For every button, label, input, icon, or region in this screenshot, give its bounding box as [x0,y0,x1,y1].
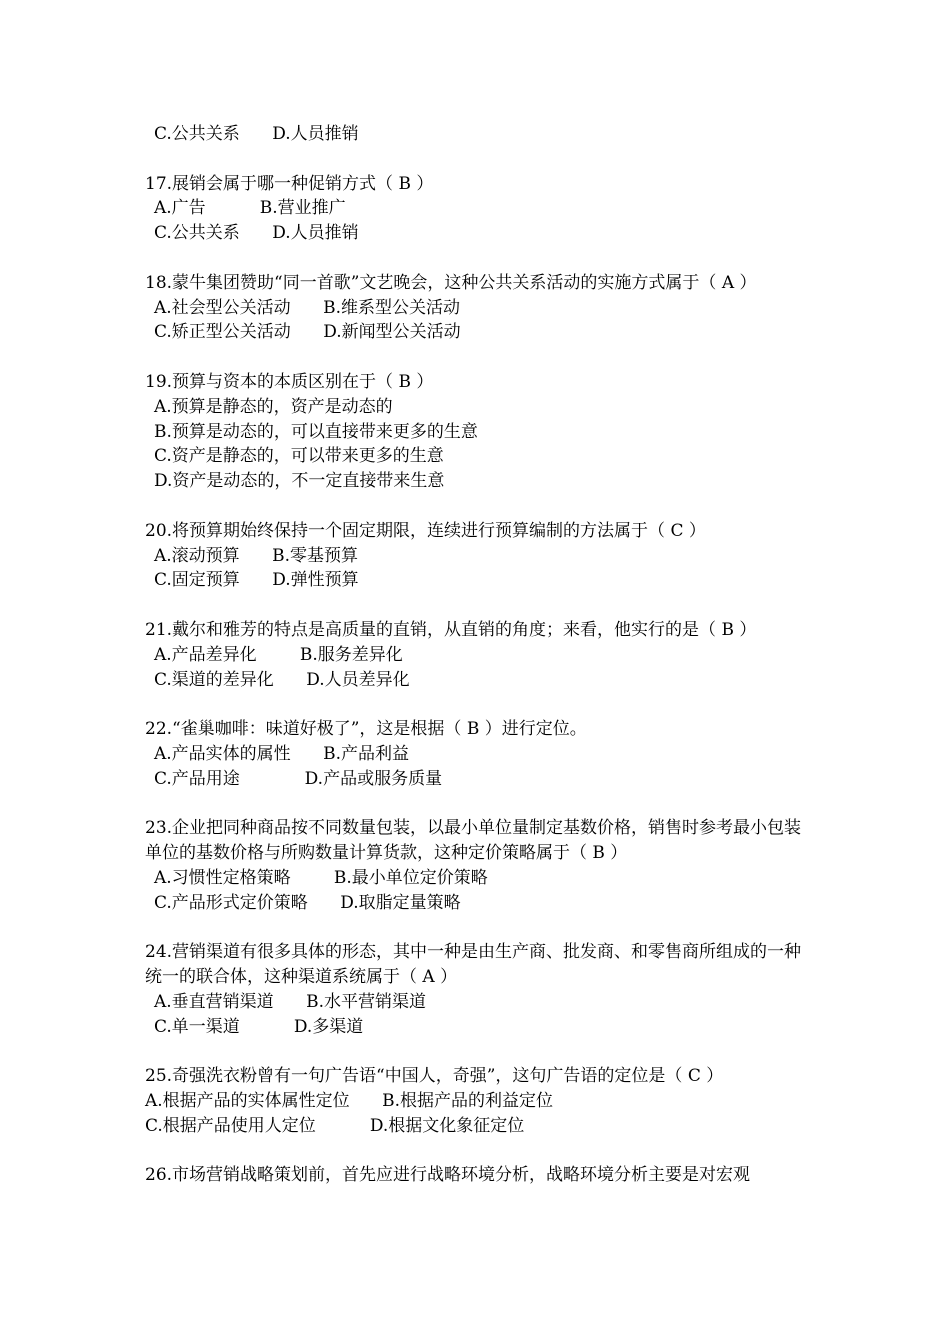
text-line: A.根据产品的实体属性定位 B.根据产品的利益定位 [145,1091,553,1112]
text-line: D.资产是动态的，不一定直接带来生意 [154,471,445,492]
blank-line [145,345,810,370]
text-line: 19.预算与资本的本质区别在于（ B ） [145,371,434,392]
blank-line [145,494,810,519]
blank-line [145,792,810,817]
blank-line [145,692,810,717]
text-line: A.垂直营销渠道 B.水平营销渠道 [154,991,426,1012]
text-line: A.滚动预算 B.零基预算 [154,545,358,566]
text-line: 20.将预算期始终保持一个固定期限，连续进行预算编制的方法属于（ C ） [145,520,706,541]
text-line: 21.戴尔和雅芳的特点是高质量的直销，从直销的角度；来看，他实行的是（ B ） [145,619,757,640]
text-line: 17.展销会属于哪一种促销方式（ B ） [145,173,434,194]
text-line: C.资产是静态的，可以带来更多的生意 [154,446,444,467]
text-line: A.产品实体的属性 B.产品利益 [154,743,409,764]
text-line: C.公共关系 D.人员推销 [154,124,359,144]
text-line: C.渠道的差异化 D.人员差异化 [154,669,410,690]
blank-line [145,147,810,172]
text-line: 26.市场营销战略策划前，首先应进行战略环境分析，战略环境分析主要是对宏观 [145,1165,751,1186]
blank-line [145,1139,810,1164]
text-line: 25.奇强洗衣粉曾有一句广告语“中国人，奇强”，这句广告语的定位是（ C ） [145,1066,724,1087]
text-line: C.产品用途 D.产品或服务质量 [154,768,443,789]
text-line: C.固定预算 D.弹性预算 [154,570,359,591]
blank-line [145,593,810,618]
text-line: 24.营销渠道有很多具体的形态，其中一种是由生产商、批发商、和零售商所组成的一种统一的联合体，这种渠道系统属于（ A ） [145,942,802,988]
text-line: C.根据产品使用人定位 D.根据文化象征定位 [145,1115,525,1136]
text-line: C.矫正型公关活动 D.新闻型公关活动 [154,322,461,343]
text-line: C.产品形式定价策略 D.取脂定量策略 [154,892,461,913]
text-line: C.公共关系 D.人员推销 [154,223,359,244]
text-line: 18.蒙牛集团赞助“同一首歌”文艺晚会，这种公共关系活动的实施方式属于（ A ） [145,272,757,293]
document-page [145,122,810,1188]
text-line: 23.企业把同种商品按不同数量包装，以最小单位量制定基数价格，销售时参考最小包装单位的基数价格与所购数量计算货款，这种定价策略属于（ B ） [145,818,802,864]
text-line: A.社会型公关活动 B.维系型公关活动 [154,297,460,318]
text-line: B.预算是动态的，可以直接带来更多的生意 [154,421,478,442]
text-line: 22.“雀巢咖啡：味道好极了”，这是根据（ B ）进行定位。 [145,719,587,740]
text-line: A.习惯性定格策略 B.最小单位定价策略 [154,867,488,888]
blank-line [145,916,810,941]
text-line: A.产品差异化 B.服务差异化 [154,644,403,665]
blank-line [145,1039,810,1064]
text-line: C.单一渠道 D.多渠道 [154,1016,364,1037]
text-line: A.预算是静态的，资产是动态的 [154,396,393,417]
blank-line [145,246,810,271]
text-line: A.广告 B.营业推广 [154,198,346,219]
